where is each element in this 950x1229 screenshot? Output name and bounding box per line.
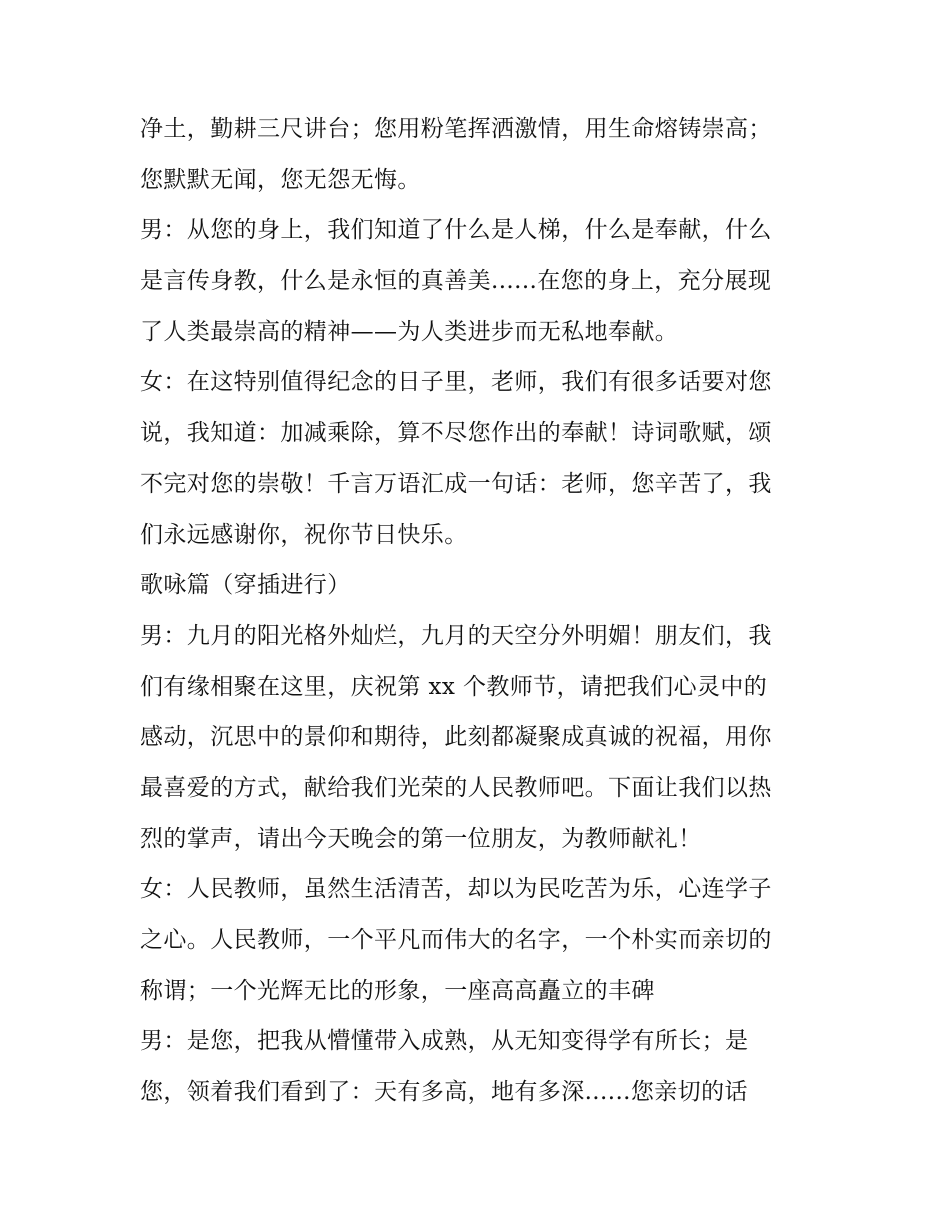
text-line-14: 最喜爱的方式，献给我们光荣的人民教师吧。下面让我们以热 [140,774,772,801]
text-line-16: 女：人民教师，虽然生活清苦，却以为民吃苦为乐，心连学子 [140,876,772,903]
text-line-4: 是言传身教，什么是永恒的真善美......在您的身上，充分展现 [140,268,772,295]
text-line-6: 女：在这特别值得纪念的日子里，老师，我们有很多话要对您 [140,369,772,396]
text-line-13: 感动，沉思中的景仰和期待，此刻都凝聚成真诚的祝福，用你 [140,724,772,751]
text-line-19: 男：是您，把我从懵懂带入成熟，从无知变得学有所长；是 [140,1028,749,1055]
text-line-17: 之心。人民教师，一个平凡而伟大的名字，一个朴实而亲切的 [140,927,772,953]
text-line-11: 男：九月的阳光格外灿烂，九月的天空分外明媚！朋友们，我 [140,622,772,649]
text-line-5: 了人类最崇高的精神——为人类进步而无私地奉献。 [140,318,679,345]
text-line-3: 男：从您的身上，我们知道了什么是人梯，什么是奉献，什么 [140,217,772,244]
text-line-15: 烈的掌声，请出今天晚会的第一位朋友，为教师献礼！ [140,825,702,852]
text-line-8: 不完对您的崇敬！千言万语汇成一句话：老师，您辛苦了，我 [140,470,772,497]
text-line-2: 您默默无闻，您无怨无悔。 [140,166,421,193]
text-line-12: 们有缘相聚在这里，庆祝第 xx 个教师节，请把我们心灵中的 [140,673,768,700]
text-line-20: 您，领着我们看到了：天有多高，地有多深......您亲切的话 [140,1079,748,1106]
text-line-1: 净土，勤耕三尺讲台；您用粉笔挥洒激情，用生命熔铸崇高； [140,116,772,142]
text-line-18: 称谓；一个光辉无比的形象，一座高高矗立的丰碑 [140,977,655,1004]
text-line-9: 们永远感谢你，祝你节日快乐。 [140,521,468,548]
text-line-7: 说，我知道：加减乘除，算不尽您作出的奉献！诗词歌赋，颂 [140,420,772,447]
document-text [140,104,820,1118]
section-heading: 歌咏篇（穿插进行） [140,572,351,599]
